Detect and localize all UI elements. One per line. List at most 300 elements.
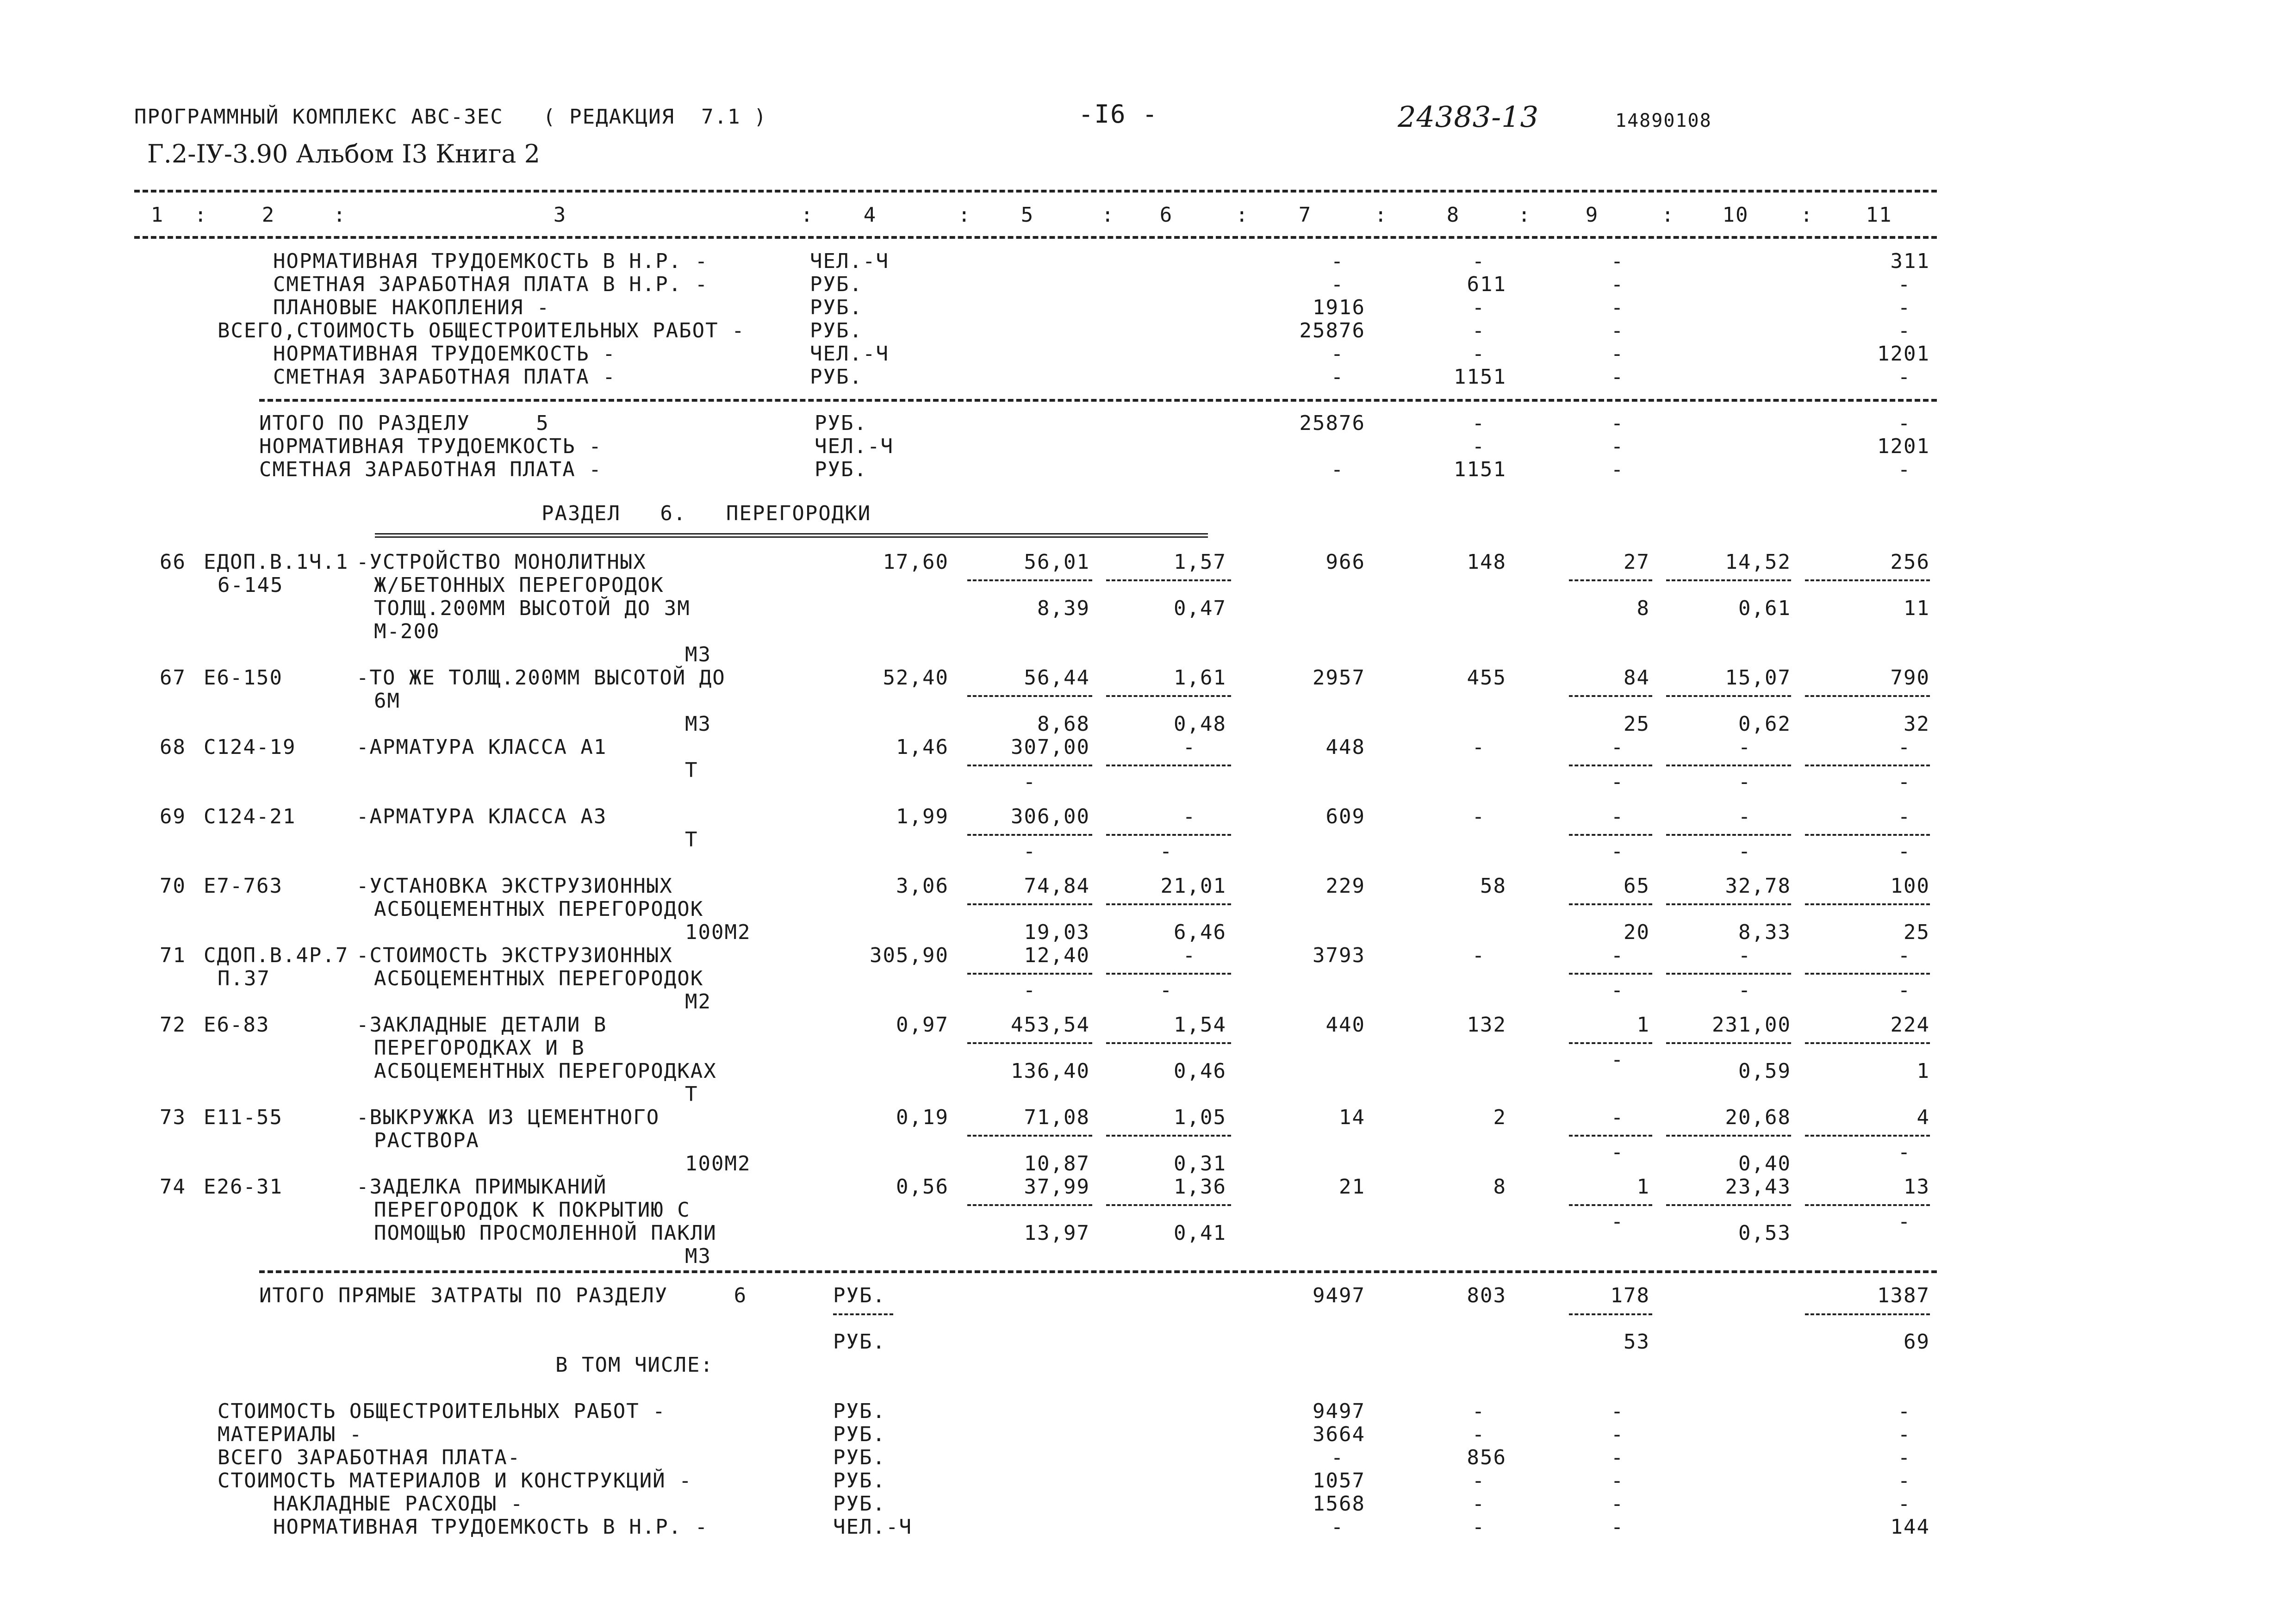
itogo-section5-row-value: - xyxy=(1611,411,1624,435)
item-cell-rule xyxy=(1106,579,1231,581)
item-cell-rule xyxy=(1666,579,1791,581)
item-subvalue: 8,39 xyxy=(1037,597,1090,620)
item-subvalue: 1 xyxy=(1916,1059,1930,1083)
page-number: -I6 - xyxy=(1078,99,1158,129)
breakdown-row-unit: РУБ. xyxy=(833,1399,886,1423)
item-value: 440 xyxy=(1325,1013,1365,1037)
itogo-section6-unit: РУБ. xyxy=(833,1330,886,1354)
summary-row-label: НОРМАТИВНАЯ ТРУДОЕМКОСТЬ В Н.Р. - xyxy=(273,249,709,273)
summary-row-value: - xyxy=(1898,296,1911,319)
itogo-cell-rule xyxy=(833,1313,893,1315)
item-subvalue: - xyxy=(1159,839,1173,863)
breakdown-row-value: 144 xyxy=(1890,1515,1930,1539)
item-number: 70 xyxy=(160,874,186,898)
item-cell-rule xyxy=(1805,765,1930,766)
column-number: 1 xyxy=(150,203,164,227)
item-value: 132 xyxy=(1467,1013,1506,1037)
item-unit: 100М2 xyxy=(685,1152,751,1175)
item-unit: Т xyxy=(685,759,698,782)
item-subvalue: - xyxy=(1898,1210,1911,1233)
item-cell-rule xyxy=(1666,1204,1791,1206)
itogo-section6-unit: РУБ. xyxy=(833,1284,886,1307)
item-quantity: 17,60 xyxy=(883,550,949,574)
item-name: -СТОИМОСТЬ ЭКСТРУЗИОННЫХ xyxy=(356,944,673,967)
item-unit: Т xyxy=(685,828,698,852)
item-cell-rule xyxy=(1569,1204,1652,1206)
item-value: 84 xyxy=(1624,666,1650,690)
item-value: 229 xyxy=(1325,874,1365,898)
item-subvalue: - xyxy=(1611,770,1624,794)
breakdown-row-value: 1057 xyxy=(1313,1469,1365,1492)
item-value: - xyxy=(1611,805,1624,828)
column-separator: : xyxy=(1800,203,1814,227)
item-value: 1 xyxy=(1636,1013,1650,1037)
item-value: 307,00 xyxy=(1011,735,1090,759)
column-number: 8 xyxy=(1446,203,1460,227)
item-cell-rule xyxy=(1106,834,1231,836)
column-number: 4 xyxy=(863,203,877,227)
summary-row-value: 25876 xyxy=(1299,319,1365,342)
item-unit: М3 xyxy=(685,1244,711,1268)
item-name: -УСТРОЙСТВО МОНОЛИТНЫХ xyxy=(356,550,647,574)
item-number: 68 xyxy=(160,735,186,759)
item-code: С124-21 xyxy=(204,805,296,828)
itogo-section6-subvalue: 53 xyxy=(1624,1330,1650,1354)
item-subvalue: 0,61 xyxy=(1738,597,1791,620)
breakdown-row-value: - xyxy=(1611,1399,1624,1423)
section-rule xyxy=(259,1270,1937,1273)
itogo-section5-row-unit: РУБ. xyxy=(815,411,867,435)
summary-row-value: - xyxy=(1331,273,1344,296)
item-value: - xyxy=(1611,1106,1624,1129)
summary-row-value: - xyxy=(1898,319,1911,342)
item-code: Е7-763 xyxy=(204,874,283,898)
item-number: 69 xyxy=(160,805,186,828)
item-quantity: 52,40 xyxy=(883,666,949,690)
item-subvalue: 0,46 xyxy=(1174,1059,1226,1083)
summary-row-value: - xyxy=(1611,249,1624,273)
item-name: -АРМАТУРА КЛАССА А3 xyxy=(356,805,607,828)
item-code: Е6-83 xyxy=(204,1013,270,1037)
summary-row-value: - xyxy=(1611,319,1624,342)
item-subvalue: 10,87 xyxy=(1024,1152,1090,1175)
item-cell-rule xyxy=(1106,765,1231,766)
column-number: 9 xyxy=(1585,203,1599,227)
item-value: 58 xyxy=(1480,874,1506,898)
item-value: 20,68 xyxy=(1725,1106,1791,1129)
summary-row-unit: РУБ. xyxy=(810,365,863,389)
item-subvalue: - xyxy=(1738,770,1752,794)
column-separator: : xyxy=(958,203,971,227)
column-number: 3 xyxy=(553,203,567,227)
item-value: - xyxy=(1898,735,1911,759)
item-value: 1,61 xyxy=(1174,666,1226,690)
item-cell-rule xyxy=(1805,973,1930,975)
summary-row-value: 311 xyxy=(1890,249,1930,273)
item-subvalue: 8,33 xyxy=(1738,920,1791,944)
item-cell-rule xyxy=(1106,1135,1231,1137)
item-subvalue: - xyxy=(1023,770,1037,794)
item-cell-rule xyxy=(1666,695,1791,697)
item-subvalue: - xyxy=(1611,978,1624,1002)
item-value: 224 xyxy=(1890,1013,1930,1037)
itogo-section5-row-unit: ЧЕЛ.-Ч xyxy=(815,435,894,458)
summary-row-value: 611 xyxy=(1467,273,1506,296)
item-value: 12,40 xyxy=(1024,944,1090,967)
header-rule-top xyxy=(134,190,1937,193)
item-code: СДОП.В.4Р.7 xyxy=(204,944,349,967)
item-quantity: 0,97 xyxy=(896,1013,949,1037)
item-value: - xyxy=(1611,735,1624,759)
item-name: -УСТАНОВКА ЭКСТРУЗИОННЫХ xyxy=(356,874,673,898)
item-value: - xyxy=(1472,944,1486,967)
item-value: 56,01 xyxy=(1024,550,1090,574)
item-code: 6-145 xyxy=(218,573,284,597)
item-subvalue: - xyxy=(1898,839,1911,863)
item-name: ТОЛЩ.200ММ ВЫСОТОЙ ДО 3М xyxy=(374,597,691,620)
itogo-section6-value: 803 xyxy=(1467,1284,1506,1307)
item-subvalue: 0,59 xyxy=(1738,1059,1791,1083)
breakdown-row-value: - xyxy=(1331,1446,1344,1469)
summary-row-value: 1201 xyxy=(1877,342,1930,366)
item-cell-rule xyxy=(967,973,1092,975)
summary-row-value: - xyxy=(1472,249,1486,273)
summary-row-label: ВСЕГО,СТОИМОСТЬ ОБЩЕСТРОИТЕЛЬНЫХ РАБОТ - xyxy=(218,319,745,342)
summary-row-value: - xyxy=(1472,296,1486,319)
breakdown-row-value: 856 xyxy=(1467,1446,1506,1469)
document-code: 24383-13 xyxy=(1398,100,1539,134)
item-cell-rule xyxy=(1805,1042,1930,1044)
itogo-section5-row-value: - xyxy=(1898,411,1911,435)
item-name: -ЗАДЕЛКА ПРИМЫКАНИЙ xyxy=(356,1175,607,1199)
item-unit: 100М2 xyxy=(685,920,751,944)
item-value: 231,00 xyxy=(1712,1013,1791,1037)
item-cell-rule xyxy=(1569,1042,1652,1044)
item-subvalue: 8,68 xyxy=(1037,712,1090,736)
column-separator: : xyxy=(801,203,814,227)
item-value: - xyxy=(1472,805,1486,828)
column-separator: : xyxy=(1661,203,1675,227)
item-value: 790 xyxy=(1890,666,1930,690)
breakdown-row-value: - xyxy=(1331,1515,1344,1539)
item-cell-rule xyxy=(1569,834,1652,836)
summary-row-value: - xyxy=(1611,342,1624,366)
item-value: 13 xyxy=(1904,1175,1930,1199)
item-value: - xyxy=(1182,735,1196,759)
item-cell-rule xyxy=(1805,1204,1930,1206)
item-value: 2957 xyxy=(1313,666,1365,690)
item-subvalue: 0,53 xyxy=(1738,1221,1791,1245)
item-subvalue: 20 xyxy=(1624,920,1650,944)
itogo-section5-row-value: 1201 xyxy=(1877,435,1930,458)
item-quantity: 1,99 xyxy=(896,805,949,828)
itogo-section6-value: 1387 xyxy=(1877,1284,1930,1307)
section-rule xyxy=(259,399,1937,402)
breakdown-row-value: - xyxy=(1472,1399,1486,1423)
itogo-section6-label: ИТОГО ПРЯМЫЕ ЗАТРАТЫ ПО РАЗДЕЛУ 6 xyxy=(259,1284,747,1307)
item-value: 1,57 xyxy=(1174,550,1226,574)
item-subvalue: - xyxy=(1611,1210,1624,1233)
item-value: 23,43 xyxy=(1725,1175,1791,1199)
breakdown-row-value: - xyxy=(1898,1492,1911,1516)
item-number: 71 xyxy=(160,944,186,967)
item-value: 1 xyxy=(1636,1175,1650,1199)
item-quantity: 3,06 xyxy=(896,874,949,898)
column-number: 6 xyxy=(1159,203,1173,227)
item-value: 3793 xyxy=(1313,944,1365,967)
summary-row-label: СМЕТНАЯ ЗАРАБОТНАЯ ПЛАТА В Н.Р. - xyxy=(273,273,709,296)
item-subvalue: 0,48 xyxy=(1174,712,1226,736)
in-total-heading: В ТОМ ЧИСЛЕ: xyxy=(555,1353,714,1377)
item-unit: М3 xyxy=(685,643,711,666)
itogo-section5-row-value: - xyxy=(1472,411,1486,435)
column-separator: : xyxy=(1518,203,1531,227)
breakdown-row-label: МАТЕРИАЛЫ - xyxy=(218,1423,363,1446)
item-code: П.37 xyxy=(218,967,270,990)
column-number: 11 xyxy=(1866,203,1892,227)
summary-row-value: - xyxy=(1611,365,1624,389)
summary-row-value: - xyxy=(1611,296,1624,319)
item-value: 14,52 xyxy=(1725,550,1791,574)
item-cell-rule xyxy=(1106,1204,1231,1206)
item-number: 66 xyxy=(160,550,186,574)
breakdown-row-value: - xyxy=(1611,1423,1624,1446)
breakdown-row-value: - xyxy=(1898,1399,1911,1423)
item-value: - xyxy=(1898,805,1911,828)
item-quantity: 0,56 xyxy=(896,1175,949,1199)
document-number: 14890108 xyxy=(1615,110,1712,131)
itogo-section5-row-label: СМЕТНАЯ ЗАРАБОТНАЯ ПЛАТА - xyxy=(259,458,602,481)
item-code: С124-19 xyxy=(204,735,296,759)
breakdown-row-value: - xyxy=(1611,1492,1624,1516)
item-cell-rule xyxy=(967,834,1092,836)
column-separator: : xyxy=(1375,203,1388,227)
item-value: 71,08 xyxy=(1024,1106,1090,1129)
item-subvalue: 0,40 xyxy=(1738,1152,1791,1175)
summary-row-value: 1916 xyxy=(1313,296,1365,319)
itogo-section5-row-label: ИТОГО ПО РАЗДЕЛУ 5 xyxy=(259,411,549,435)
summary-row-label: НОРМАТИВНАЯ ТРУДОЕМКОСТЬ - xyxy=(273,342,616,366)
item-quantity: 0,19 xyxy=(896,1106,949,1129)
item-subvalue: 11 xyxy=(1904,597,1930,620)
item-value: - xyxy=(1738,805,1752,828)
item-name: АСБОЦЕМЕНТНЫХ ПЕРЕГОРОДКАХ xyxy=(374,1059,717,1083)
item-name: АСБОЦЕМЕНТНЫХ ПЕРЕГОРОДОК xyxy=(374,897,704,921)
summary-row-value: - xyxy=(1472,342,1486,366)
item-quantity: 1,46 xyxy=(896,735,949,759)
item-code: Е11-55 xyxy=(204,1106,283,1129)
item-name: ПЕРЕГОРОДКАХ И В xyxy=(374,1036,585,1060)
column-number: 2 xyxy=(261,203,275,227)
item-cell-rule xyxy=(967,1204,1092,1206)
item-subvalue: - xyxy=(1159,978,1173,1002)
summary-row-value: - xyxy=(1472,319,1486,342)
breakdown-row-value: - xyxy=(1472,1423,1486,1446)
item-value: 306,00 xyxy=(1011,805,1090,828)
itogo-section5-row-value: - xyxy=(1472,435,1486,458)
item-code: Е6-150 xyxy=(204,666,283,690)
item-cell-rule xyxy=(1666,1042,1791,1044)
item-cell-rule xyxy=(1666,834,1791,836)
breakdown-row-value: - xyxy=(1472,1515,1486,1539)
breakdown-row-label: НАКЛАДНЫЕ РАСХОДЫ - xyxy=(273,1492,524,1516)
breakdown-row-unit: РУБ. xyxy=(833,1446,886,1469)
breakdown-row-label: СТОИМОСТЬ МАТЕРИАЛОВ И КОНСТРУКЦИЙ - xyxy=(218,1469,692,1492)
item-subvalue: - xyxy=(1898,978,1911,1002)
itogo-section5-row-value: - xyxy=(1611,435,1624,458)
item-cell-rule xyxy=(967,1042,1092,1044)
item-value: 8 xyxy=(1493,1175,1506,1199)
item-code: Е26-31 xyxy=(204,1175,283,1199)
item-name: 6М xyxy=(374,689,400,713)
item-cell-rule xyxy=(1666,1135,1791,1137)
breakdown-row-unit: РУБ. xyxy=(833,1469,886,1492)
item-subvalue: 6,46 xyxy=(1174,920,1226,944)
column-number: 10 xyxy=(1722,203,1749,227)
itogo-section5-row-value: - xyxy=(1331,458,1344,481)
header-rule-bottom xyxy=(134,236,1937,239)
item-number: 72 xyxy=(160,1013,186,1037)
item-value: 609 xyxy=(1325,805,1365,828)
item-value: 27 xyxy=(1624,550,1650,574)
item-name: РАСТВОРА xyxy=(374,1129,479,1152)
item-value: 1,36 xyxy=(1174,1175,1226,1199)
item-cell-rule xyxy=(1106,1042,1231,1044)
itogo-section5-row-value: 25876 xyxy=(1299,411,1365,435)
breakdown-row-value: 9497 xyxy=(1313,1399,1365,1423)
itogo-section6-subvalue: 69 xyxy=(1904,1330,1930,1354)
item-subvalue: - xyxy=(1023,839,1037,863)
breakdown-row-value: - xyxy=(1898,1469,1911,1492)
item-value: 2 xyxy=(1493,1106,1506,1129)
item-value: 14 xyxy=(1339,1106,1365,1129)
itogo-section5-row-label: НОРМАТИВНАЯ ТРУДОЕМКОСТЬ - xyxy=(259,435,602,458)
item-cell-rule xyxy=(967,765,1092,766)
item-value: 74,84 xyxy=(1024,874,1090,898)
item-subvalue: 0,47 xyxy=(1174,597,1226,620)
summary-row-value: - xyxy=(1331,365,1344,389)
item-unit: Т xyxy=(685,1082,698,1106)
itogo-section5-row-value: - xyxy=(1611,458,1624,481)
item-cell-rule xyxy=(1569,973,1652,975)
item-value: 148 xyxy=(1467,550,1506,574)
item-subvalue: - xyxy=(1611,1140,1624,1164)
summary-row-value: - xyxy=(1331,249,1344,273)
column-separator: : xyxy=(333,203,347,227)
breakdown-row-value: 3664 xyxy=(1313,1423,1365,1446)
item-number: 73 xyxy=(160,1106,186,1129)
item-subvalue: 19,03 xyxy=(1024,920,1090,944)
item-subvalue: 25 xyxy=(1904,920,1930,944)
itogo-section5-row-value: - xyxy=(1898,458,1911,481)
breakdown-row-unit: РУБ. xyxy=(833,1423,886,1446)
item-value: - xyxy=(1611,944,1624,967)
item-number: 67 xyxy=(160,666,186,690)
item-cell-rule xyxy=(1569,695,1652,697)
item-value: 966 xyxy=(1325,550,1365,574)
item-value: 455 xyxy=(1467,666,1506,690)
breakdown-row-value: 1568 xyxy=(1313,1492,1365,1516)
item-value: - xyxy=(1738,944,1752,967)
breakdown-row-unit: РУБ. xyxy=(833,1492,886,1516)
item-cell-rule xyxy=(1569,1135,1652,1137)
breakdown-row-unit: ЧЕЛ.-Ч xyxy=(833,1515,912,1539)
item-quantity: 305,90 xyxy=(870,944,949,967)
summary-row-unit: РУБ. xyxy=(810,296,863,319)
breakdown-row-value: - xyxy=(1472,1469,1486,1492)
breakdown-row-value: - xyxy=(1472,1492,1486,1516)
item-value: 4 xyxy=(1916,1106,1930,1129)
item-cell-rule xyxy=(1569,903,1652,905)
summary-row-unit: ЧЕЛ.-Ч xyxy=(810,249,889,273)
item-name: -ВЫКРУЖКА ИЗ ЦЕМЕНТНОГО xyxy=(356,1106,660,1129)
item-subvalue: - xyxy=(1611,839,1624,863)
breakdown-row-label: НОРМАТИВНАЯ ТРУДОЕМКОСТЬ В Н.Р. - xyxy=(273,1515,709,1539)
item-name: ПЕРЕГОРОДОК К ПОКРЫТИЮ С xyxy=(374,1198,691,1222)
breakdown-row-value: - xyxy=(1611,1515,1624,1539)
item-cell-rule xyxy=(1805,1135,1930,1137)
item-subvalue: - xyxy=(1738,839,1752,863)
item-value: 1,05 xyxy=(1174,1106,1226,1129)
item-subvalue: 0,41 xyxy=(1174,1221,1226,1245)
item-cell-rule xyxy=(1106,695,1231,697)
item-subvalue: - xyxy=(1023,978,1037,1002)
summary-row-label: СМЕТНАЯ ЗАРАБОТНАЯ ПЛАТА - xyxy=(273,365,616,389)
summary-row-value: - xyxy=(1898,365,1911,389)
item-subvalue: - xyxy=(1738,978,1752,1002)
summary-row-value: 1151 xyxy=(1454,365,1506,389)
breakdown-row-value: - xyxy=(1898,1423,1911,1446)
item-subvalue: 136,40 xyxy=(1011,1059,1090,1083)
item-cell-rule xyxy=(967,903,1092,905)
itogo-section6-value: 178 xyxy=(1610,1284,1650,1307)
item-value: 256 xyxy=(1890,550,1930,574)
item-cell-rule xyxy=(967,579,1092,581)
item-cell-rule xyxy=(1569,765,1652,766)
item-value: - xyxy=(1182,805,1196,828)
item-name: АСБОЦЕМЕНТНЫХ ПЕРЕГОРОДОК xyxy=(374,967,704,990)
column-separator: : xyxy=(1101,203,1115,227)
item-value: 100 xyxy=(1890,874,1930,898)
item-subvalue: 0,62 xyxy=(1738,712,1791,736)
program-header: ПРОГРАММНЫЙ КОМПЛЕКС АВС-ЗЕС ( РЕДАКЦИЯ 7.1 ) xyxy=(134,105,767,129)
item-subvalue: - xyxy=(1611,1048,1624,1071)
item-subvalue: 32 xyxy=(1904,712,1930,736)
item-cell-rule xyxy=(1805,579,1930,581)
column-separator: : xyxy=(1236,203,1249,227)
album-title: Г.2-IУ-3.90 Альбом I3 Книга 2 xyxy=(147,139,540,168)
itogo-cell-rule xyxy=(1569,1313,1652,1315)
item-subvalue: - xyxy=(1898,770,1911,794)
item-unit: М3 xyxy=(685,712,711,736)
item-value: - xyxy=(1472,735,1486,759)
item-value: - xyxy=(1898,944,1911,967)
item-value: - xyxy=(1182,944,1196,967)
item-number: 74 xyxy=(160,1175,186,1199)
item-value: 21 xyxy=(1339,1175,1365,1199)
item-value: 65 xyxy=(1624,874,1650,898)
item-name: -ТО ЖЕ ТОЛЩ.200ММ ВЫСОТОЙ ДО xyxy=(356,666,726,690)
summary-row-unit: РУБ. xyxy=(810,319,863,342)
item-value: 453,54 xyxy=(1011,1013,1090,1037)
item-subvalue: 13,97 xyxy=(1024,1221,1090,1245)
item-subvalue: - xyxy=(1898,1140,1911,1164)
summary-row-value: - xyxy=(1898,273,1911,296)
item-value: 32,78 xyxy=(1725,874,1791,898)
summary-row-label: ПЛАНОВЫЕ НАКОПЛЕНИЯ - xyxy=(273,296,550,319)
item-value: 37,99 xyxy=(1024,1175,1090,1199)
item-name: ПОМОЩЬЮ ПРОСМОЛЕННОЙ ПАКЛИ xyxy=(374,1221,717,1245)
